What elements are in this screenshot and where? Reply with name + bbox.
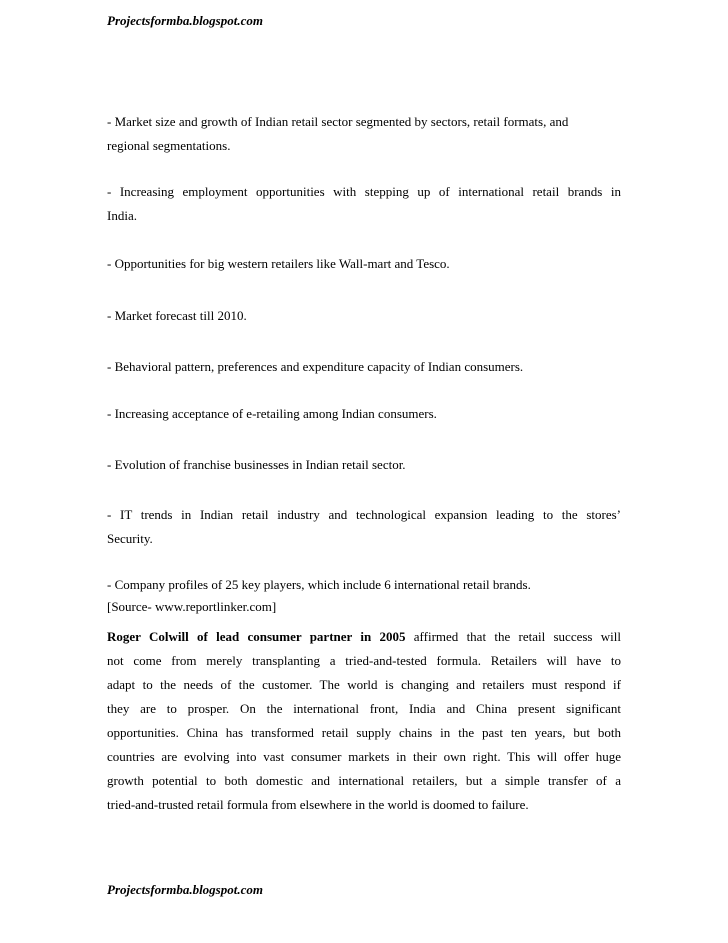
paragraph-bold-lead: Roger Colwill of lead consumer partner in 2005 [107, 629, 406, 644]
body-paragraph [107, 625, 621, 817]
bullet-line: - Market forecast till 2010. [107, 308, 247, 323]
paragraph-line: opportunities. China has transformed retail supply chains in the past ten years, but both [107, 725, 621, 740]
page-header: Projectsformba.blogspot.com [107, 13, 263, 28]
bullet-line: - Opportunities for big western retailers like Wall-mart and Tesco. [107, 256, 450, 271]
paragraph-line: they are to prosper. On the international front, India and China present significant [107, 701, 621, 716]
bullet-eretailing [107, 402, 621, 426]
bullet-line: - Evolution of franchise businesses in Indian retail sector. [107, 457, 406, 472]
bullet-franchise [107, 453, 621, 477]
bullet-line: - Company profiles of 25 key players, which include 6 international retail brands. [107, 577, 531, 592]
bullet-line: regional segmentations. [107, 138, 231, 153]
bullet-line: - Increasing employment opportunities with stepping up of international retail brands in [107, 184, 621, 199]
bullet-western-retailers [107, 252, 621, 276]
bullet-line: Security. [107, 531, 153, 546]
bullet-it-trends [107, 503, 621, 551]
paragraph-line [107, 625, 621, 649]
paragraph-line: growth potential to both domestic and international retailers, but a simple transfer of a [107, 773, 621, 788]
bullet-line: - Market size and growth of Indian retail sector segmented by sectors, retail formats, and [107, 114, 569, 129]
bullet-behavioral [107, 355, 621, 379]
paragraph-line-text: affirmed that the retail success will [405, 629, 621, 644]
page-footer: Projectsformba.blogspot.com [107, 882, 263, 897]
bullet-line: - Behavioral pattern, preferences and expenditure capacity of Indian consumers. [107, 359, 524, 374]
bullet-forecast [107, 304, 621, 328]
bullet-line: - IT trends in Indian retail industry and technological expansion leading to the stores’ [107, 507, 621, 522]
bullet-employment [107, 180, 621, 228]
paragraph-line: tried-and-trusted retail formula from elsewhere in the world is doomed to failure. [107, 797, 529, 812]
bullet-line: - Increasing acceptance of e-retailing among Indian consumers. [107, 406, 437, 421]
paragraph-line: countries are evolving into vast consumer markets in their own right. This will offer huge [107, 749, 621, 764]
bullet-source: [Source- www.reportlinker.com] [107, 599, 277, 614]
bullet-market-size [107, 110, 621, 158]
bullet-line: India. [107, 208, 137, 223]
paragraph-line: not come from merely transplanting a tried-and-tested formula. Retailers will have to [107, 653, 621, 668]
bullet-company-profiles [107, 574, 621, 618]
paragraph-line: adapt to the needs of the customer. The world is changing and retailers must respond if [107, 677, 621, 692]
